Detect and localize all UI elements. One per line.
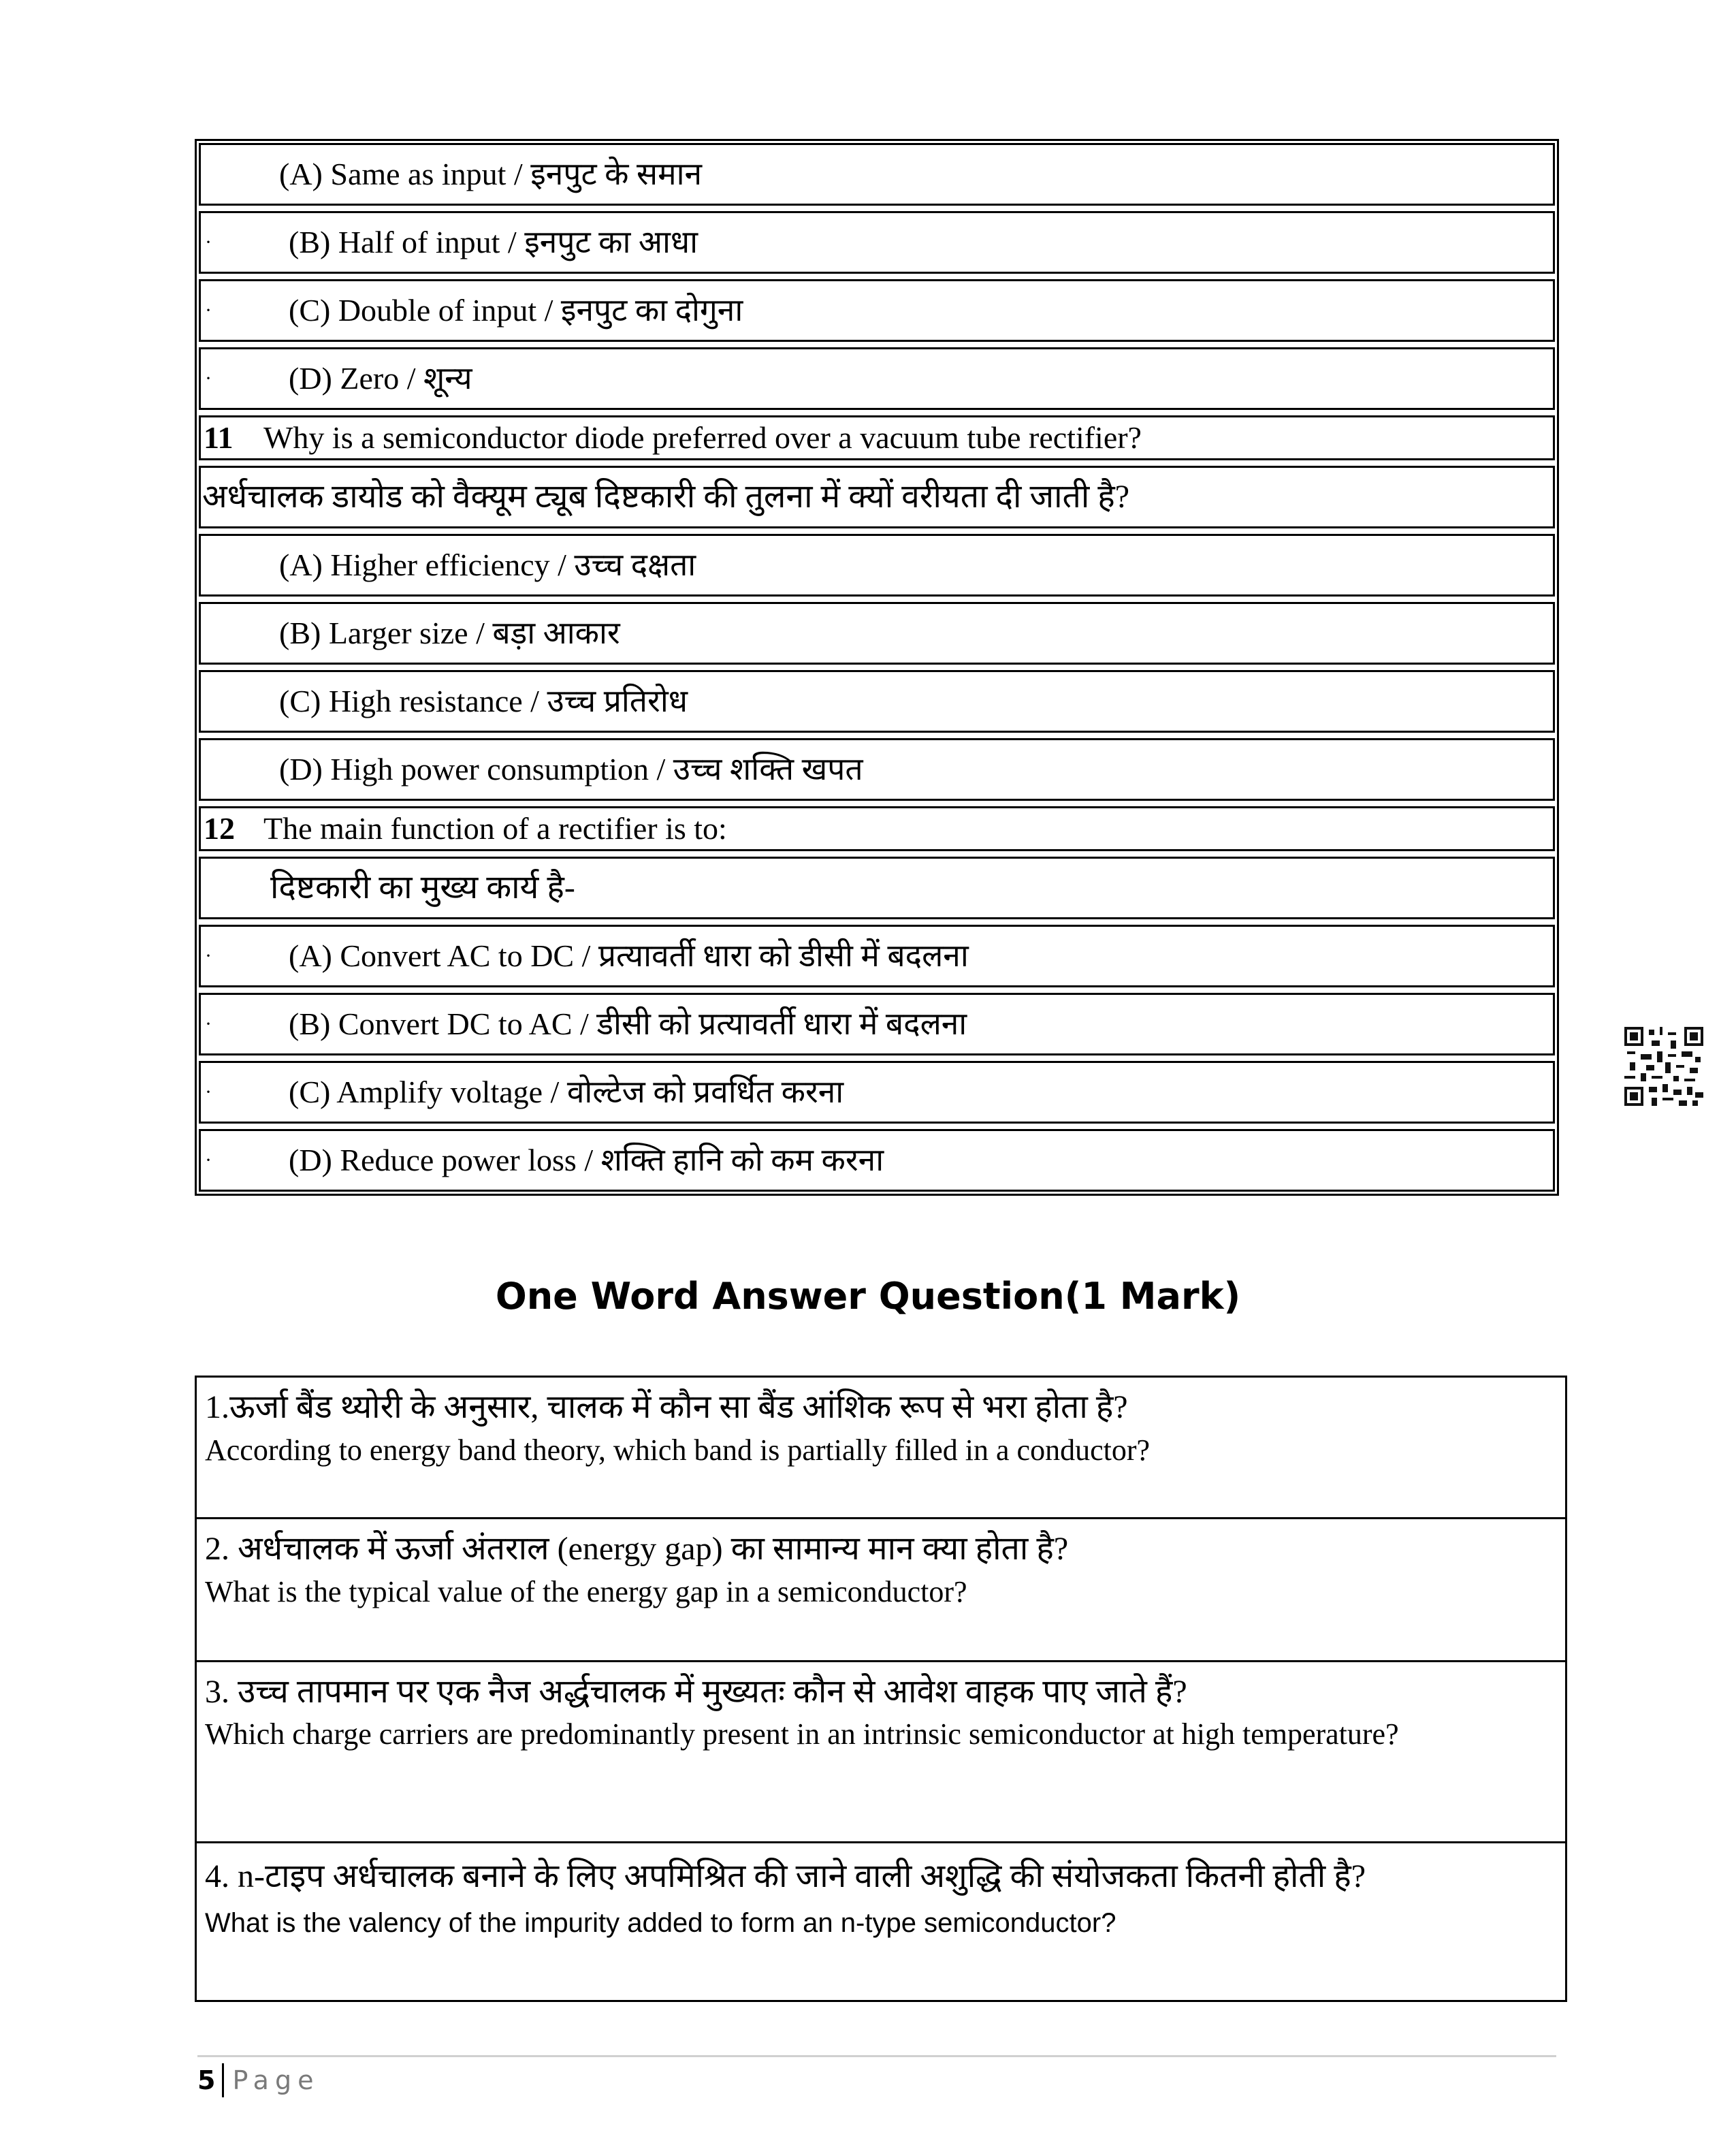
page-number: 5 [197, 2065, 216, 2095]
q11-option-c [199, 670, 1555, 733]
page-footer [197, 2063, 319, 2097]
question-hindi: 1.ऊर्जा बैंड थ्योरी के अनुसार, चालक में कौन सा बैंड आंशिक रूप से भरा होता है? [205, 1389, 1128, 1425]
one-word-questions-table [195, 1376, 1567, 2002]
option-text: (B) Convert DC to AC / डीसी को प्रत्यावर्ती धारा में बदलना [289, 1006, 967, 1041]
question-number: 11 [204, 420, 234, 455]
option-text: (A) Higher efficiency / उच्च दक्षता [279, 547, 696, 582]
question-text: The main function of a rectifier is to: [263, 811, 727, 846]
option-text: (D) Zero / शून्य [289, 361, 472, 396]
option-text: (C) High resistance / उच्च प्रतिरोध [279, 684, 688, 718]
mcq-table [195, 139, 1559, 1196]
option-text: (B) Larger size / बड़ा आकार [279, 616, 620, 650]
option-text: (C) Amplify voltage / वोल्टेज को प्रवर्धित करना [289, 1075, 844, 1109]
bullet: · [205, 367, 212, 390]
bullet: · [205, 231, 212, 253]
q10-option-b [199, 211, 1555, 274]
question-english: What is the typical value of the energy gap in a semiconductor? [205, 1575, 967, 1608]
one-word-question-4 [197, 1843, 1565, 2000]
question-hindi: 4. n-टाइप अर्धचालक बनाने के लिए अपमिश्रित की जाने वाली अशुद्धि की संयोजकता कितनी होती है? [205, 1858, 1366, 1894]
option-text: (D) High power consumption / उच्च शक्ति खपत [279, 752, 863, 786]
q12-question-hindi [199, 857, 1555, 919]
question-number: 12 [204, 811, 235, 846]
q12-option-c [199, 1061, 1555, 1124]
bullet: · [205, 299, 212, 321]
bullet: · [205, 1013, 212, 1035]
q12-option-a [199, 925, 1555, 987]
q10-option-d [199, 347, 1555, 410]
question-text-hindi: अर्धचालक डायोड को वैक्यूम ट्यूब दिष्टकारी की तुलना में क्यों वरीयता दी जाती है? [202, 479, 1130, 515]
q11-option-d [199, 738, 1555, 801]
q11-question-hindi [199, 466, 1555, 528]
one-word-question-1 [197, 1378, 1565, 1519]
q12-question-english [199, 806, 1555, 851]
bullet: · [205, 1149, 212, 1171]
bullet: · [205, 944, 212, 967]
option-text: (B) Half of input / इनपुट का आधा [289, 225, 698, 259]
question-text-hindi: दिष्टकारी का मुख्य कार्य है- [270, 870, 575, 906]
q12-option-b [199, 993, 1555, 1055]
footer-divider [197, 2055, 1556, 2057]
option-text: (C) Double of input / इनपुट का दोगुना [289, 293, 743, 328]
section-title: One Word Answer Question(1 Mark) [495, 1275, 1241, 1318]
q10-option-c [199, 279, 1555, 342]
q11-option-a [199, 534, 1555, 597]
question-english: According to energy band theory, which band is partially filled in a conductor? [205, 1433, 1151, 1467]
option-text: (A) Same as input / इनपुट के समान [279, 157, 703, 191]
q10-option-a [199, 143, 1555, 206]
one-word-question-3 [197, 1662, 1565, 1843]
q11-question-english [199, 415, 1555, 460]
question-text: Why is a semiconductor diode preferred over a vacuum tube rectifier? [263, 420, 1142, 455]
question-english: What is the valency of the impurity added to form an n-type semiconductor? [205, 1908, 1116, 1938]
bullet: · [205, 1081, 212, 1103]
question-english: Which charge carriers are predominantly present in an intrinsic semiconductor at high temperature? [205, 1717, 1399, 1751]
question-hindi: 3. उच्च तापमान पर एक नैज अर्द्धचालक में मुख्यतः कौन से आवेश वाहक पाए जाते हैं? [205, 1674, 1187, 1710]
question-hindi: 2. अर्धचालक में ऊर्जा अंतराल (energy gap) का सामान्य मान क्या होता है? [205, 1531, 1069, 1567]
option-text: (D) Reduce power loss / शक्ति हानि को कम करना [289, 1143, 884, 1177]
one-word-question-2 [197, 1519, 1565, 1662]
page-label: Page [232, 2065, 320, 2095]
q12-option-d [199, 1129, 1555, 1192]
qr-code-icon [1624, 1027, 1703, 1106]
footer-separator [222, 2063, 224, 2097]
option-text: (A) Convert AC to DC / प्रत्यावर्ती धारा को डीसी में बदलना [289, 938, 969, 973]
q11-option-b [199, 602, 1555, 665]
